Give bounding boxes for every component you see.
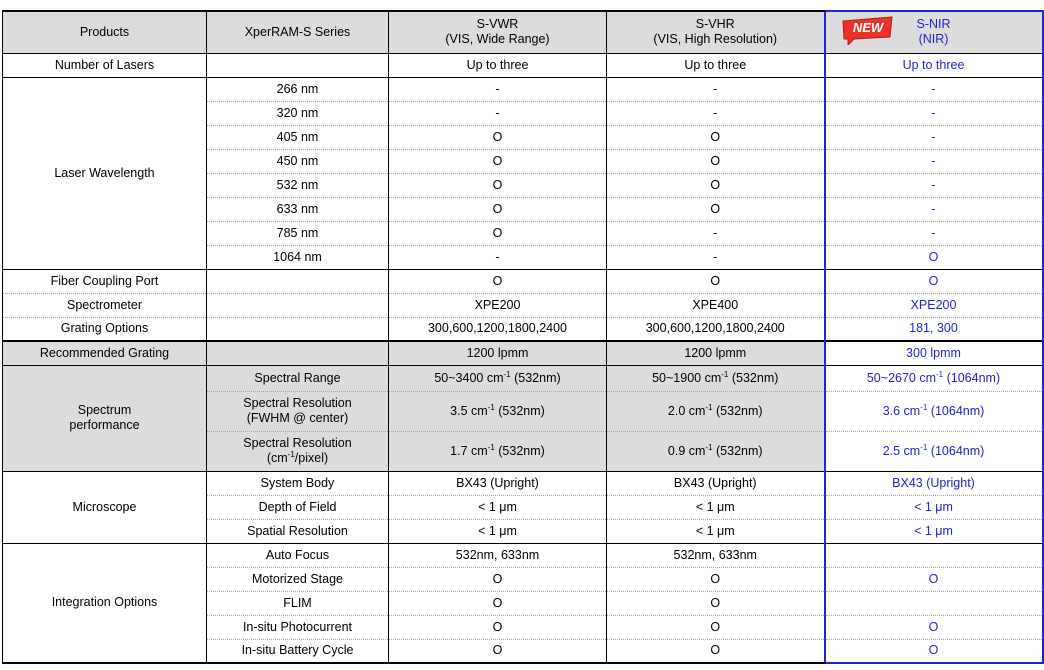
- value-s-vhr: Up to three: [607, 53, 825, 77]
- value-s-vhr: O: [607, 149, 825, 173]
- value-s-vwr: 532nm, 633nm: [389, 543, 607, 567]
- label-microscope: Microscope: [3, 471, 207, 543]
- value-s-vwr: O: [389, 125, 607, 149]
- value-text: 3.6 cm: [882, 403, 921, 418]
- s-vhr-subtitle: (VIS, High Resolution): [653, 32, 778, 47]
- value-s-vwr: O: [389, 149, 607, 173]
- value-text: (1064nm): [927, 403, 985, 418]
- label-spectral-resolution-fwhm: [207, 391, 389, 431]
- row-system-body: [3, 471, 1043, 495]
- value-s-nir: O: [825, 639, 1043, 663]
- spectrum-label-line2: performance: [69, 418, 140, 432]
- row-spectrometer: [3, 293, 1043, 317]
- value-s-nir: < 1 μm: [825, 519, 1043, 543]
- value-s-nir: [825, 391, 1043, 431]
- value-s-vhr: O: [607, 269, 825, 293]
- empty-cell: [207, 341, 389, 365]
- value-s-vwr: XPE200: [389, 293, 607, 317]
- header-series: XperRAM-S Series: [207, 11, 389, 53]
- new-badge-icon: [840, 15, 896, 45]
- value-text: (532nm): [712, 443, 763, 458]
- row-recommended-grating: [3, 341, 1043, 365]
- value-s-vwr: < 1 μm: [389, 519, 607, 543]
- label-integration-options: Integration Options: [3, 543, 207, 663]
- value-s-vhr: [607, 365, 825, 391]
- value-s-vwr: O: [389, 567, 607, 591]
- value-s-nir: -: [825, 125, 1043, 149]
- value-s-nir: 300 lpmm: [825, 341, 1043, 365]
- value-text: 1.7 cm: [450, 443, 488, 458]
- value-s-nir: 181, 300: [825, 317, 1043, 341]
- value-text: (532nm): [494, 403, 545, 418]
- spec-table-wrapper: [2, 10, 1042, 664]
- value-s-vwr: -: [389, 77, 607, 101]
- wavelength: 532 nm: [207, 173, 389, 197]
- row-fiber-coupling: [3, 269, 1043, 293]
- wavelength: 450 nm: [207, 149, 389, 173]
- header-row: [3, 11, 1043, 53]
- value-s-vhr: 300,600,1200,1800,2400: [607, 317, 825, 341]
- value-s-vwr: -: [389, 245, 607, 269]
- empty-cell: [207, 317, 389, 341]
- exponent: -1: [287, 449, 295, 459]
- label-system-body: System Body: [207, 471, 389, 495]
- value-s-nir: BX43 (Upright): [825, 471, 1043, 495]
- value-s-nir: [825, 591, 1043, 615]
- value-s-vwr: BX43 (Upright): [389, 471, 607, 495]
- exponent: -1: [487, 402, 495, 412]
- value-s-vhr: O: [607, 197, 825, 221]
- value-s-vwr: 1200 lpmm: [389, 341, 607, 365]
- s-vhr-title: S-VHR: [695, 17, 735, 32]
- value-s-vhr: < 1 μm: [607, 519, 825, 543]
- wavelength: 633 nm: [207, 197, 389, 221]
- value-s-vhr: XPE400: [607, 293, 825, 317]
- value-s-vwr: O: [389, 591, 607, 615]
- value-s-nir: XPE200: [825, 293, 1043, 317]
- label-line2: (FWHM @ center): [246, 411, 349, 425]
- label-line1: Spectral Resolution: [243, 396, 352, 410]
- new-badge-text: NEW: [852, 20, 883, 35]
- value-s-vwr: Up to three: [389, 53, 607, 77]
- value-s-vhr: -: [607, 221, 825, 245]
- value-s-vhr: O: [607, 591, 825, 615]
- value-s-nir: [825, 543, 1043, 567]
- value-text: (532nm): [494, 443, 545, 458]
- value-text: (532nm): [728, 370, 779, 385]
- value-s-vwr: [389, 365, 607, 391]
- label-line1: Spectral Resolution: [243, 436, 352, 450]
- value-text: 50~3400 cm: [434, 370, 504, 385]
- label-spectrometer: Spectrometer: [3, 293, 207, 317]
- label-spectrum-performance: [3, 365, 207, 471]
- label-text: (cm: [266, 451, 288, 465]
- exponent: -1: [920, 402, 928, 412]
- exponent: -1: [936, 369, 944, 379]
- exponent: -1: [503, 369, 511, 379]
- empty-cell: [207, 293, 389, 317]
- label-laser-wavelength: Laser Wavelength: [3, 77, 207, 269]
- value-s-vwr: < 1 μm: [389, 495, 607, 519]
- spectrum-label-line1: Spectrum: [77, 403, 132, 417]
- label-fiber-coupling: Fiber Coupling Port: [3, 269, 207, 293]
- exponent: -1: [721, 369, 729, 379]
- value-s-vwr: O: [389, 639, 607, 663]
- label-recommended-grating: Recommended Grating: [3, 341, 207, 365]
- value-s-nir: O: [825, 615, 1043, 639]
- row-number-of-lasers: [3, 53, 1043, 77]
- value-s-vhr: O: [607, 639, 825, 663]
- wavelength: 405 nm: [207, 125, 389, 149]
- value-s-nir: [825, 431, 1043, 471]
- value-text: 0.9 cm: [667, 443, 706, 458]
- exponent: -1: [920, 442, 928, 452]
- value-s-vwr: 300,600,1200,1800,2400: [389, 317, 607, 341]
- value-s-vwr: O: [389, 269, 607, 293]
- value-s-nir: -: [825, 221, 1043, 245]
- exponent: -1: [487, 442, 495, 452]
- value-s-vhr: -: [607, 77, 825, 101]
- value-s-nir: -: [825, 149, 1043, 173]
- value-s-nir: -: [825, 197, 1043, 221]
- header-s-nir: [825, 11, 1043, 53]
- label-auto-focus: Auto Focus: [207, 543, 389, 567]
- value-s-vhr: [607, 431, 825, 471]
- value-s-vwr: -: [389, 101, 607, 125]
- s-nir-title: S-NIR: [916, 17, 951, 32]
- value-s-nir: < 1 μm: [825, 495, 1043, 519]
- spec-comparison-table: [2, 10, 1044, 664]
- value-text: 50~2670 cm: [866, 370, 937, 385]
- value-s-vhr: [607, 391, 825, 431]
- value-s-nir: Up to three: [825, 53, 1043, 77]
- wavelength: 1064 nm: [207, 245, 389, 269]
- value-s-vwr: [389, 391, 607, 431]
- label-spectral-resolution-pixel: [207, 431, 389, 471]
- value-s-vwr: O: [389, 173, 607, 197]
- wavelength: 785 nm: [207, 221, 389, 245]
- s-nir-subtitle: (NIR): [918, 32, 949, 47]
- wavelength: 320 nm: [207, 101, 389, 125]
- s-vwr-title: S-VWR: [476, 17, 519, 32]
- header-products: Products: [3, 11, 207, 53]
- label-grating-options: Grating Options: [3, 317, 207, 341]
- value-s-nir: O: [825, 567, 1043, 591]
- value-s-vhr: O: [607, 615, 825, 639]
- value-s-nir: -: [825, 101, 1043, 125]
- label-text: /pixel): [294, 451, 329, 465]
- value-text: 2.5 cm: [882, 443, 921, 458]
- label-flim: FLIM: [207, 591, 389, 615]
- empty-cell: [207, 53, 389, 77]
- exponent: -1: [705, 442, 713, 452]
- label-line2: [211, 451, 384, 466]
- row-laser-266: [3, 77, 1043, 101]
- value-s-vwr: [389, 431, 607, 471]
- value-s-nir: O: [825, 245, 1043, 269]
- value-text: (532nm): [510, 370, 561, 385]
- exponent: -1: [705, 402, 713, 412]
- header-s-vwr: [389, 11, 607, 53]
- value-s-nir: [825, 365, 1043, 391]
- value-s-nir: -: [825, 77, 1043, 101]
- value-text: 2.0 cm: [667, 403, 706, 418]
- value-s-vhr: O: [607, 173, 825, 197]
- value-text: (532nm): [712, 403, 763, 418]
- value-s-nir: -: [825, 173, 1043, 197]
- value-s-vhr: -: [607, 245, 825, 269]
- value-s-vhr: O: [607, 567, 825, 591]
- value-s-vhr: BX43 (Upright): [607, 471, 825, 495]
- value-s-nir: O: [825, 269, 1043, 293]
- header-s-vhr: [607, 11, 825, 53]
- value-text: (1064nm): [943, 370, 1001, 385]
- wavelength: 266 nm: [207, 77, 389, 101]
- value-s-vwr: O: [389, 197, 607, 221]
- value-text: (1064nm): [927, 443, 985, 458]
- label-in-situ-battery-cycle: In-situ Battery Cycle: [207, 639, 389, 663]
- label-motorized-stage: Motorized Stage: [207, 567, 389, 591]
- value-s-vhr: O: [607, 125, 825, 149]
- empty-cell: [207, 269, 389, 293]
- value-text: 3.5 cm: [450, 403, 488, 418]
- label-spectral-range: Spectral Range: [207, 365, 389, 391]
- value-s-vhr: -: [607, 101, 825, 125]
- value-s-vhr: < 1 μm: [607, 495, 825, 519]
- value-s-vhr: 532nm, 633nm: [607, 543, 825, 567]
- row-grating-options: [3, 317, 1043, 341]
- label-in-situ-photocurrent: In-situ Photocurrent: [207, 615, 389, 639]
- value-s-vwr: O: [389, 615, 607, 639]
- s-vwr-subtitle: (VIS, Wide Range): [445, 32, 550, 47]
- row-spectral-range: [3, 365, 1043, 391]
- value-s-vhr: 1200 lpmm: [607, 341, 825, 365]
- label-spatial-resolution: Spatial Resolution: [207, 519, 389, 543]
- label-depth-of-field: Depth of Field: [207, 495, 389, 519]
- value-s-vwr: O: [389, 221, 607, 245]
- row-auto-focus: [3, 543, 1043, 567]
- value-text: 50~1900 cm: [652, 370, 722, 385]
- label-number-of-lasers: Number of Lasers: [3, 53, 207, 77]
